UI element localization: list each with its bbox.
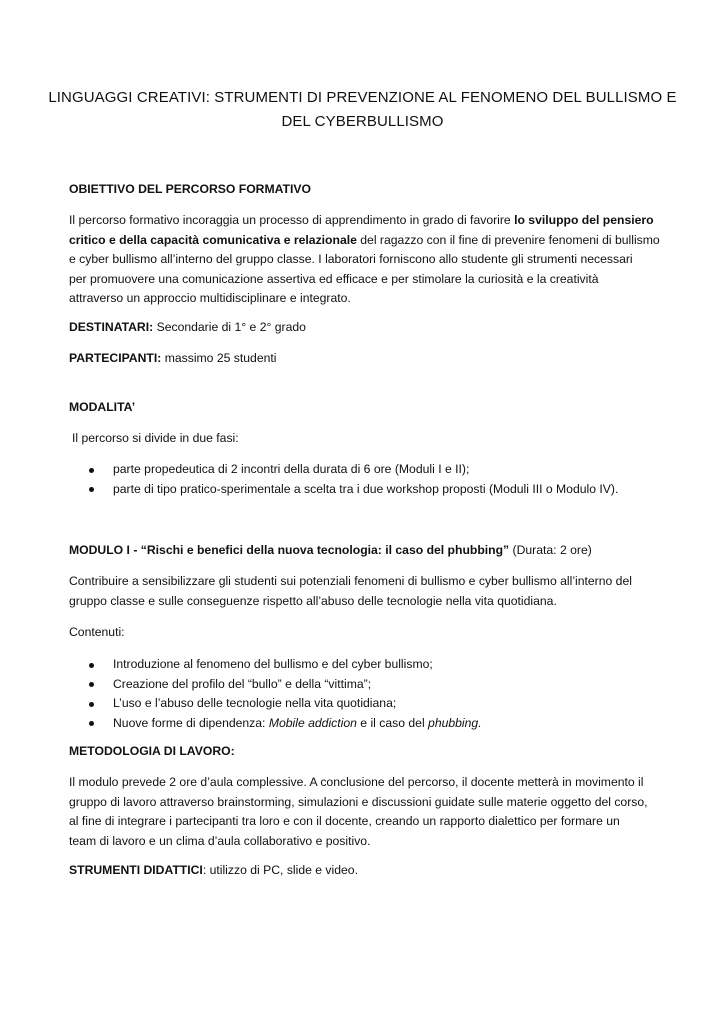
document-title	[40, 86, 685, 134]
modulo1-duration: (Durata: 2 ore)	[509, 543, 592, 557]
metodologia-heading: METODOLOGIA DI LAVORO:	[69, 744, 235, 758]
bullet-icon	[89, 468, 94, 473]
strumenti-label: STRUMENTI DIDATTICI	[69, 863, 203, 877]
list-item: Introduzione al fenomeno del bullismo e del cyber bullismo;	[69, 655, 669, 675]
modulo1-description	[69, 572, 661, 611]
list-item: Nuove forme di dipendenza: Mobile addiction e il caso del phubbing.	[69, 714, 669, 734]
partecipanti-value: massimo 25 studenti	[161, 351, 277, 365]
obiettivo-line-4: per promuovere una comunicazione assertiva ed efficace e per stimolare la curiosità e la creatività	[69, 271, 599, 286]
partecipanti-line	[69, 349, 661, 369]
strumenti-value: : utilizzo di PC, slide e video.	[202, 863, 358, 877]
obiettivo-line-3: e cyber bullismo all’interno del gruppo classe. I laboratori forniscono allo studente gli strumenti necessari	[69, 252, 633, 266]
modulo1-title: MODULO I - “Rischi e benefici della nuova tecnologia: il caso del phubbing”	[69, 543, 510, 557]
obiettivo-heading: OBIETTIVO DEL PERCORSO FORMATIVO	[69, 182, 311, 196]
destinatari-label: DESTINATARI:	[69, 320, 154, 334]
list-item: parte di tipo pratico-sperimentale a scelta tra i due workshop proposti (Moduli III o Modulo IV).	[69, 480, 669, 500]
strumenti-line	[69, 861, 661, 881]
partecipanti-label: PARTECIPANTI:	[69, 351, 162, 365]
modulo1-desc-line-2: gruppo classe e sulle conseguenze rispetto all’abuso delle tecnologie nella vita quotidiana.	[69, 593, 557, 608]
bullet-icon	[89, 721, 94, 726]
modulo1-heading	[69, 541, 689, 561]
bullet-icon	[89, 702, 94, 707]
list-item: L’uso e l’abuso delle tecnologie nella vita quotidiana;	[69, 694, 669, 714]
title-line-1: LINGUAGGI CREATIVI: STRUMENTI DI PREVENZIONE AL FENOMENO DEL BULLISMO E	[48, 89, 677, 106]
bullet-icon	[89, 663, 94, 668]
destinatari-line	[69, 318, 661, 338]
title-line-2: DEL CYBERBULLISMO	[281, 113, 444, 130]
obiettivo-paragraph	[69, 211, 661, 309]
obiettivo-line-5: attraverso un approccio multidisciplinare e integrato.	[69, 291, 351, 305]
destinatari-value: Secondarie di 1° e 2° grado	[153, 320, 306, 334]
obiettivo-bold-2: critico e della capacità comunicativa e relazionale	[69, 232, 357, 247]
modalita-list	[69, 460, 669, 499]
list-item: parte propedeutica di 2 incontri della durata di 6 ore (Moduli I e II);	[69, 460, 669, 480]
bullet-icon	[89, 487, 94, 492]
modalita-heading: MODALITA’	[69, 400, 136, 414]
obiettivo-bold-1: lo sviluppo del pensiero	[514, 213, 654, 227]
list-item: Creazione del profilo del “bullo” e della “vittima”;	[69, 675, 669, 695]
obiettivo-text-before: Il percorso formativo incoraggia un processo di apprendimento in grado di favorire	[69, 213, 515, 227]
metodologia-paragraph: Il modulo prevede 2 ore d’aula complessive. A conclusione del percorso, il docente metterà in movimento il gruppo di lavoro attraverso brainstorming, simulazioni e discussioni guidate sulle materie oggetto del corso, al fine di integrare i partecipanti tra loro e con il docente, creando un rapporto dialettico per formare un team di lavoro e un clima d’aula collaborativo e positivo.	[69, 775, 648, 848]
bullet-icon	[89, 682, 94, 687]
modulo1-desc-line-1: Contribuire a sensibilizzare gli studenti sui potenziali fenomeni di bullismo e cyber bullismo all’interno del	[69, 574, 632, 588]
contenuti-list	[69, 655, 669, 733]
obiettivo-text-mid: del ragazzo con il fine di prevenire fenomeni di bullismo	[356, 232, 660, 247]
modalita-intro: Il percorso si divide in due fasi:	[72, 431, 239, 445]
contenuti-label: Contenuti:	[69, 625, 125, 639]
